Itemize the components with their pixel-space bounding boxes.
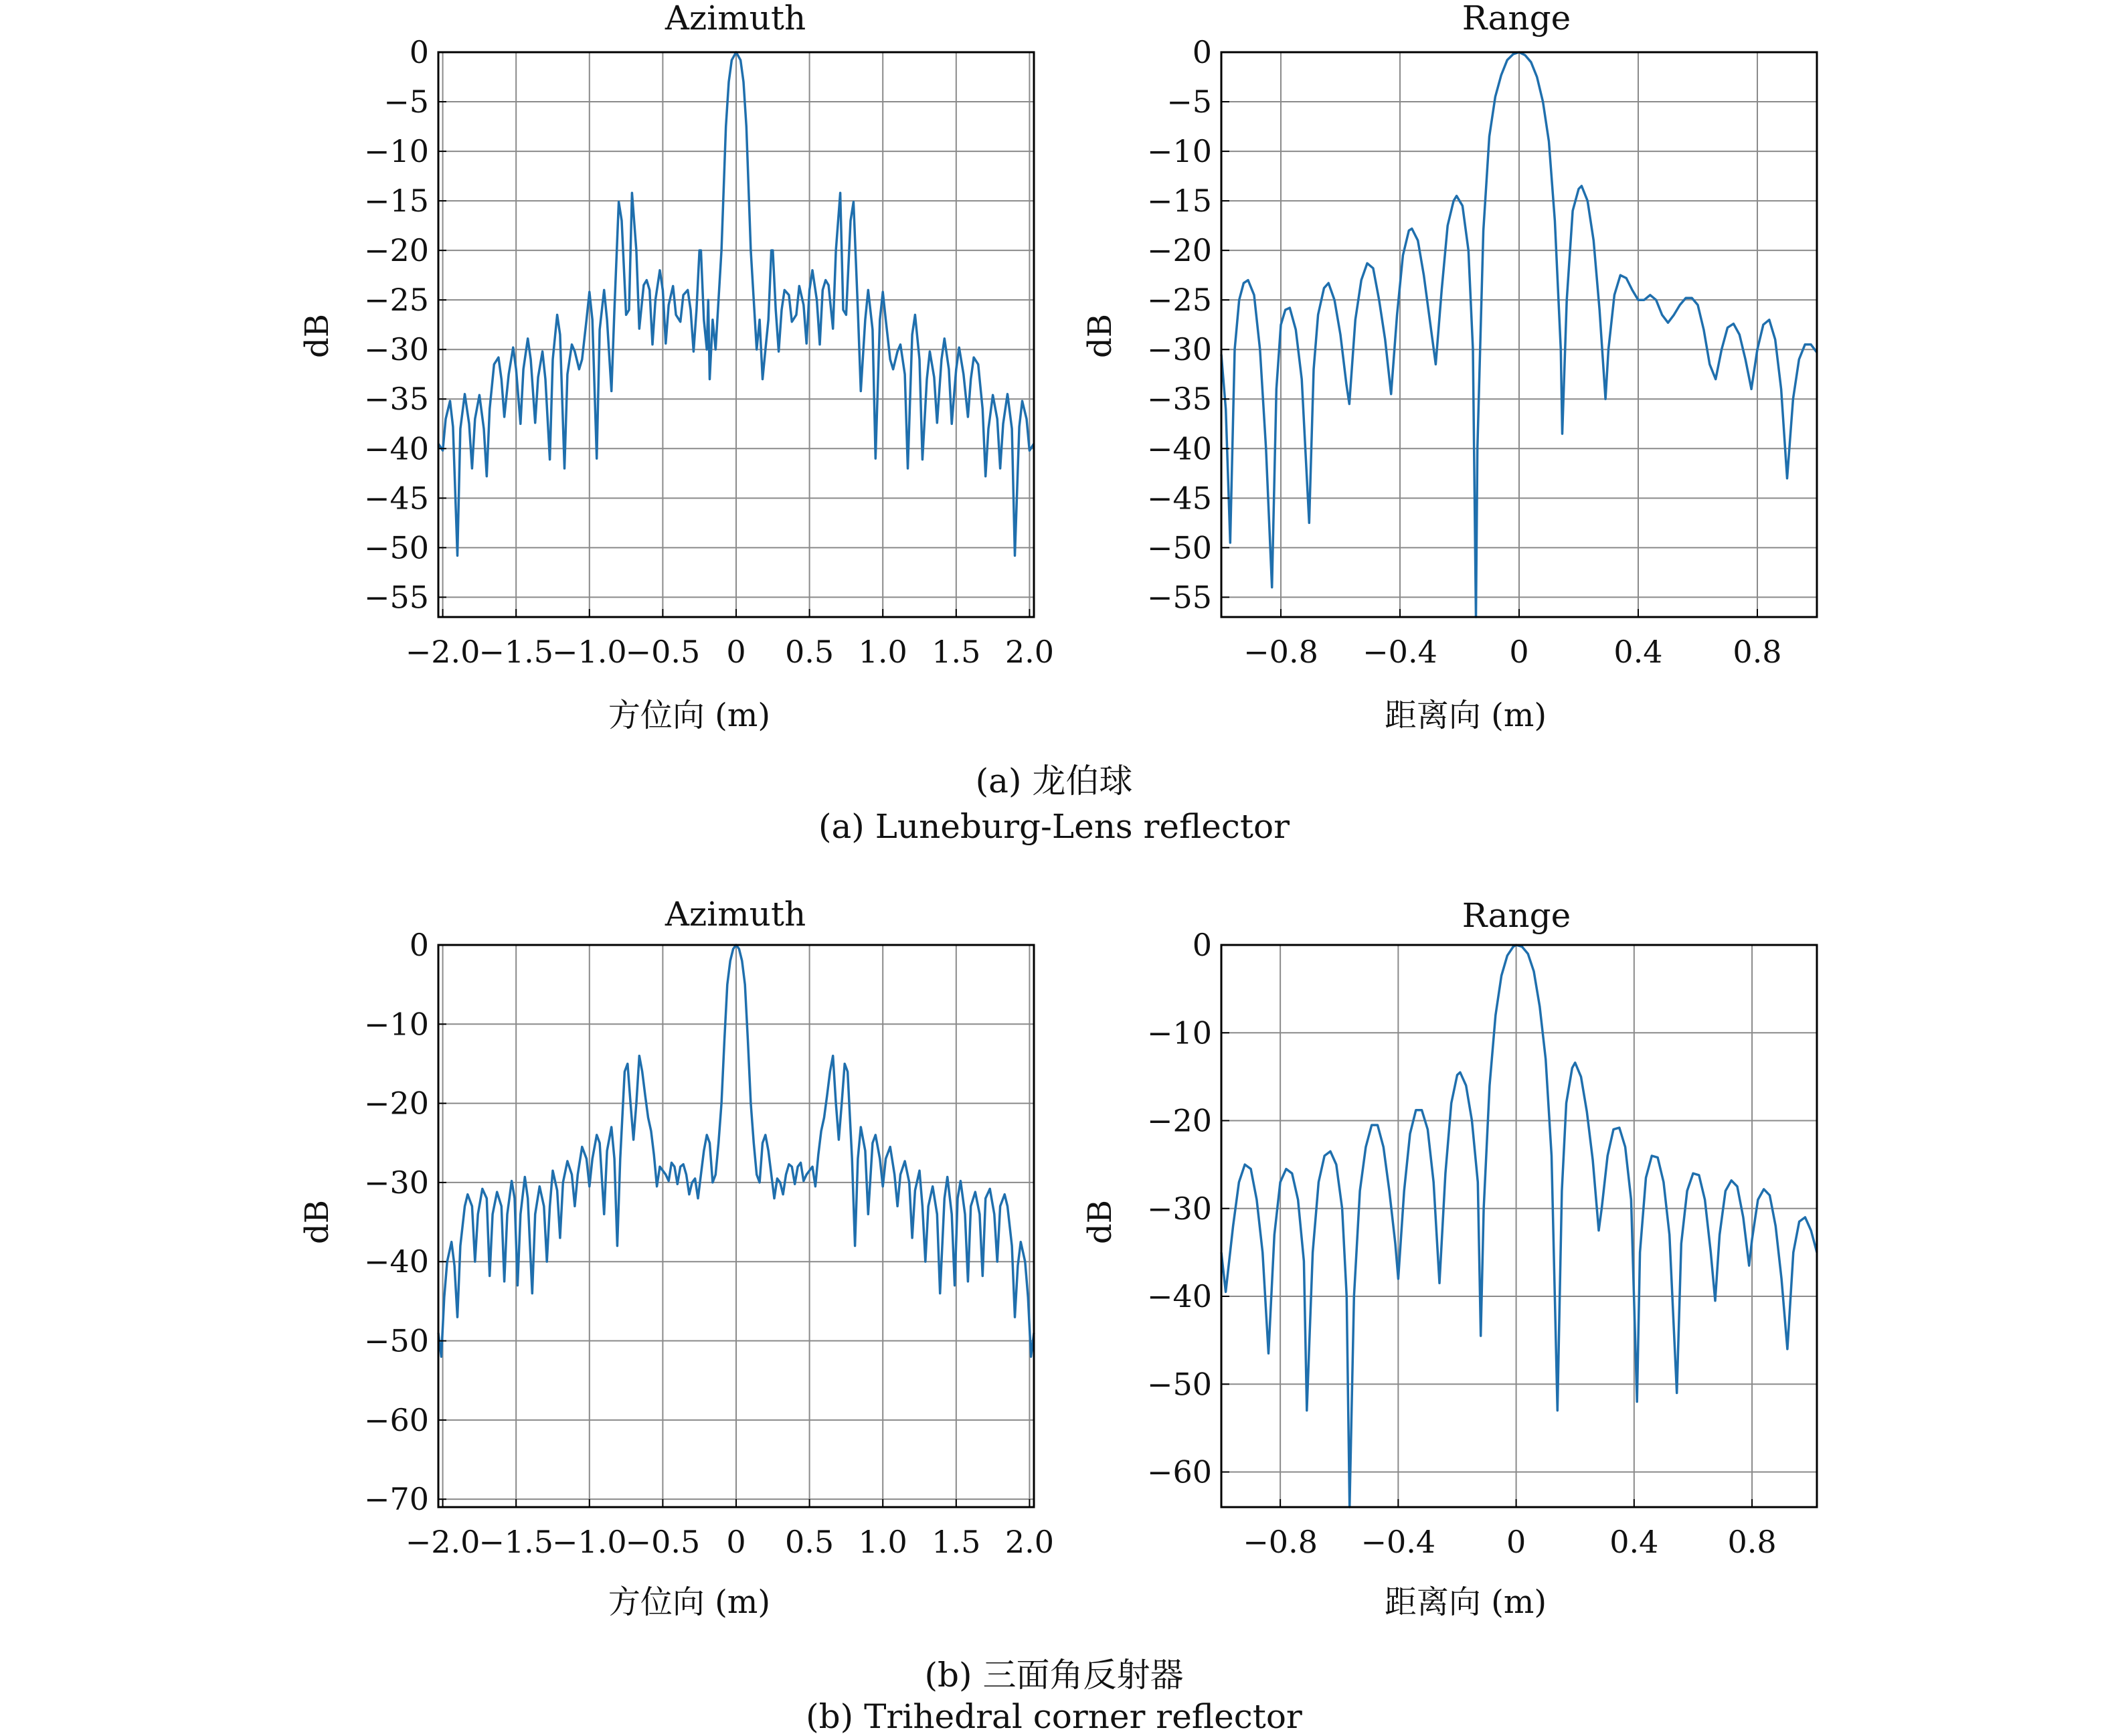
y-tick-label: −40 [1146,1278,1212,1314]
chart-a-range [1081,0,1817,734]
x-axis-label: 距离向 (m) [1384,697,1547,734]
y-tick-label: −10 [363,133,429,170]
x-tick-label: 2.0 [1004,634,1055,670]
chart-title: Range [1462,0,1571,37]
y-tick-label: −20 [363,232,429,269]
y-ticks [364,34,446,615]
x-tick-label: 0 [726,634,746,670]
y-tick-label: −55 [363,579,429,616]
y-tick-label: −50 [363,1322,429,1359]
x-tick-label: 0.5 [785,1524,835,1560]
y-ticks [364,927,446,1517]
y-tick-label: −15 [363,183,429,220]
x-ticks [1243,1499,1776,1560]
x-ticks [406,609,1054,670]
y-tick-label: −5 [1166,84,1212,120]
y-tick-label: −40 [363,430,429,467]
x-tick-label: 2.0 [1004,1524,1055,1560]
y-tick-label: 0 [1192,927,1212,963]
y-tick-label: −30 [363,331,429,368]
y-tick-label: −5 [383,84,429,120]
grid [1221,945,1817,1507]
x-tick-label: −0.4 [1360,1524,1436,1560]
chart-title: Azimuth [665,0,806,37]
x-tick-label: 1.0 [858,1524,907,1560]
x-tick-label: −1.0 [551,634,627,670]
x-tick-label: −0.5 [625,634,701,670]
x-tick-label: 1.0 [858,634,907,670]
y-tick-label: −20 [1146,232,1212,269]
x-tick-label: −1.0 [551,1524,627,1560]
y-axis-label: dB [1081,314,1119,358]
x-tick-label: −1.5 [478,1524,554,1560]
y-tick-label: −60 [1146,1454,1212,1490]
y-tick-label: −20 [1146,1102,1212,1139]
y-tick-label: −40 [1146,430,1212,467]
x-tick-label: 0.8 [1733,634,1782,670]
x-tick-label: 0.5 [785,634,835,670]
x-axis-label: 方位向 (m) [608,1583,771,1621]
x-tick-label: −0.8 [1243,634,1318,670]
y-axis-label: dB [298,1200,336,1244]
y-tick-label: −10 [363,1006,429,1043]
x-tick-label: −0.5 [625,1524,701,1560]
chart-b-range [1081,896,1817,1621]
chart-a-azimuth [298,0,1054,734]
x-tick-label: −1.5 [478,634,554,670]
y-tick-label: 0 [409,927,429,963]
x-tick-label: 0.4 [1609,1524,1659,1560]
y-tick-label: 0 [1192,34,1212,70]
caption-a-chinese: (a) 龙伯球 [975,762,1133,800]
x-tick-label: 0 [1506,1524,1526,1560]
y-tick-label: −35 [363,381,429,418]
x-tick-label: −2.0 [405,634,480,670]
caption-a-english: (a) Luneburg-Lens reflector [818,807,1290,846]
y-tick-label: −30 [1146,331,1212,368]
grid [438,52,1034,617]
chart-title: Range [1462,896,1571,935]
y-tick-label: −10 [1146,133,1212,170]
x-tick-label: −0.4 [1363,634,1437,670]
y-axis-label: dB [298,314,336,358]
y-tick-label: −70 [363,1481,429,1518]
series-line [1221,945,1817,1507]
y-tick-label: −60 [363,1401,429,1438]
y-tick-label: −10 [1146,1015,1212,1051]
x-tick-label: 1.5 [932,1524,981,1560]
x-axis-label: 方位向 (m) [608,697,771,734]
y-ticks [1147,34,1229,615]
y-tick-label: −30 [363,1164,429,1201]
caption-b-english: (b) Trihedral corner reflector [806,1697,1302,1736]
y-axis-label: dB [1081,1200,1119,1244]
x-ticks [1243,609,1781,670]
y-tick-label: −50 [1146,529,1212,566]
y-tick-label: −50 [1146,1366,1212,1403]
y-tick-label: −35 [1146,381,1212,418]
y-tick-label: −45 [363,480,429,517]
y-tick-label: −55 [1146,579,1212,616]
plot-frame [1221,945,1817,1507]
y-tick-label: −30 [1146,1190,1212,1227]
x-ticks [406,1499,1054,1560]
y-tick-label: −15 [1146,183,1212,220]
x-tick-label: 0 [1509,634,1529,670]
chart-b-azimuth [298,895,1054,1621]
x-tick-label: −2.0 [405,1524,480,1560]
y-tick-label: −50 [363,529,429,566]
y-tick-label: −40 [363,1243,429,1280]
x-tick-label: 0 [726,1524,746,1560]
y-tick-label: −25 [1146,282,1212,319]
y-tick-label: −20 [363,1085,429,1122]
caption-b-chinese: (b) 三面角反射器 [924,1656,1184,1695]
grid [1221,52,1817,617]
y-tick-label: −25 [363,282,429,319]
y-ticks [1147,927,1229,1490]
x-tick-label: −0.8 [1243,1524,1318,1560]
x-axis-label: 距离向 (m) [1384,1583,1547,1621]
y-tick-label: −45 [1146,480,1212,517]
grid [438,945,1034,1507]
x-tick-label: 0.8 [1727,1524,1777,1560]
y-tick-label: 0 [409,34,429,70]
chart-title: Azimuth [665,895,806,934]
x-tick-label: 1.5 [932,634,981,670]
x-tick-label: 0.4 [1613,634,1663,670]
